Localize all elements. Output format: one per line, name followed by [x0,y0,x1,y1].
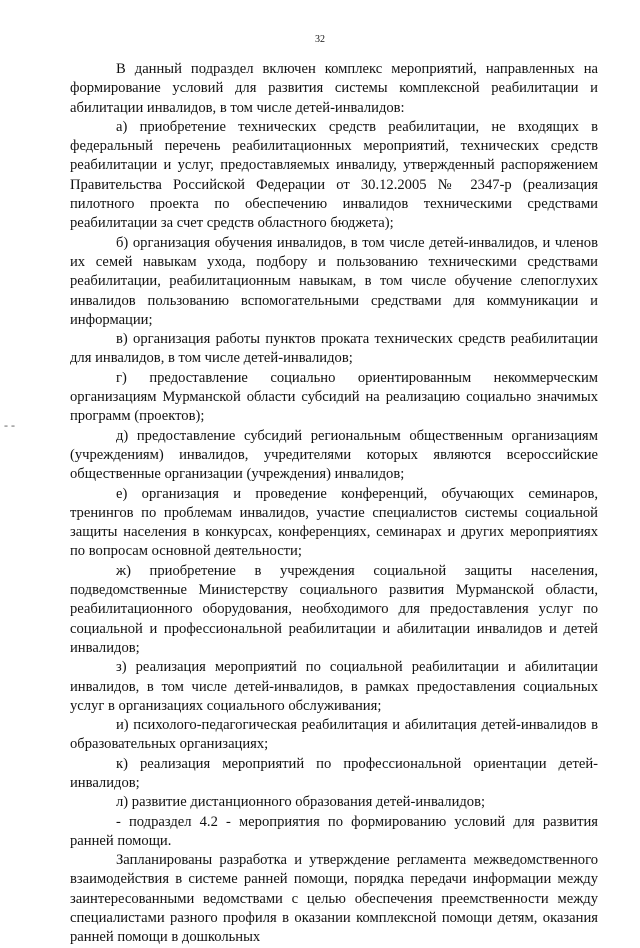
list-item-k: к) реализация мероприятий по профессиональной ориентации детей-инвалидов; [70,755,598,791]
list-item-g: г) предоставление социально ориентированным некоммерческим организациям Мурманской области субсидий на реализацию социально значимых программ (проектов); [70,369,598,425]
list-item-a: а) приобретение технических средств реабилитации, не входящих в федеральный перечень реабилитационных мероприятий, технических средств реабилитации и услуг, предоставляемых инвалиду, утвержденный распоряжением Правительства Российской Федерации от 30.12.2005 № 2347-р (реализация пилотного проекта по обеспечению инвалидов техническими средствами реабилитации за счет средств областного бюджета); [70,118,598,232]
list-item-e: е) организация и проведение конференций, обучающих семинаров, тренингов по проблемам инвалидов, участие специалистов системы социальной защиты населения в конкурсах, конференциях, семинарах и других мероприятиях по вопросам основной деятельности; [70,485,598,560]
list-item-v: в) организация работы пунктов проката технических средств реабилитации для инвалидов, в том числе детей-инвалидов; [70,331,598,367]
subsection-4-2: - подраздел 4.2 - мероприятия по формированию условий для развития ранней помощи. [70,813,598,849]
paragraph-intro: В данный подраздел включен комплекс мероприятий, направленных на формирование условий для развития системы комплексной реабилитации и абилитации инвалидов, в том числе детей-инвалидов: [70,61,598,116]
document-body [70,60,598,948]
list-item-d: д) предоставление субсидий региональным общественным организациям (учреждениям) инвалидов, учредителями которых являются всероссийские общественные организации (учреждения) инвалидов; [70,427,598,483]
page-number: 32 [315,34,325,45]
list-item-b: б) организация обучения инвалидов, в том числе детей-инвалидов, и членов их семей навыкам ухода, подбору и пользованию техническими средствами реабилитации, реабилитационным навыкам, в том числе обучение слепоглухих инвалидов пользованию вспомогательными средствами для коммуникации и информации; [70,234,598,328]
list-item-zh: ж) приобретение в учреждения социальной защиты населения, подведомственные Министерству социального развития Мурманской области, реабилитационного оборудования, необходимого для предоставления услуг по социальной и профессиональной реабилитации и абилитации инвалидов и детей инвалидов; [70,562,598,656]
scan-mark: - - [4,418,15,432]
list-item-i: и) психолого-педагогическая реабилитация и абилитация детей-инвалидов в образовательных организациях; [70,717,598,753]
list-item-z: з) реализация мероприятий по социальной реабилитации и абилитации инвалидов, в том числе детей-инвалидов, в рамках предоставления социальных услуг в организациях социального обслуживания; [70,659,598,714]
list-item-l: л) развитие дистанционного образования детей-инвалидов; [116,794,486,811]
paragraph-planned: Запланированы разработка и утверждение регламента межведомственного взаимодействия в системе ранней помощи, порядка передачи информации между заинтересованными ведомствами с целью обеспечения преемственности между специалистами разного профиля в оказании комплексной помощи детям, оказания ранней помощи в дошкольных [70,852,598,946]
